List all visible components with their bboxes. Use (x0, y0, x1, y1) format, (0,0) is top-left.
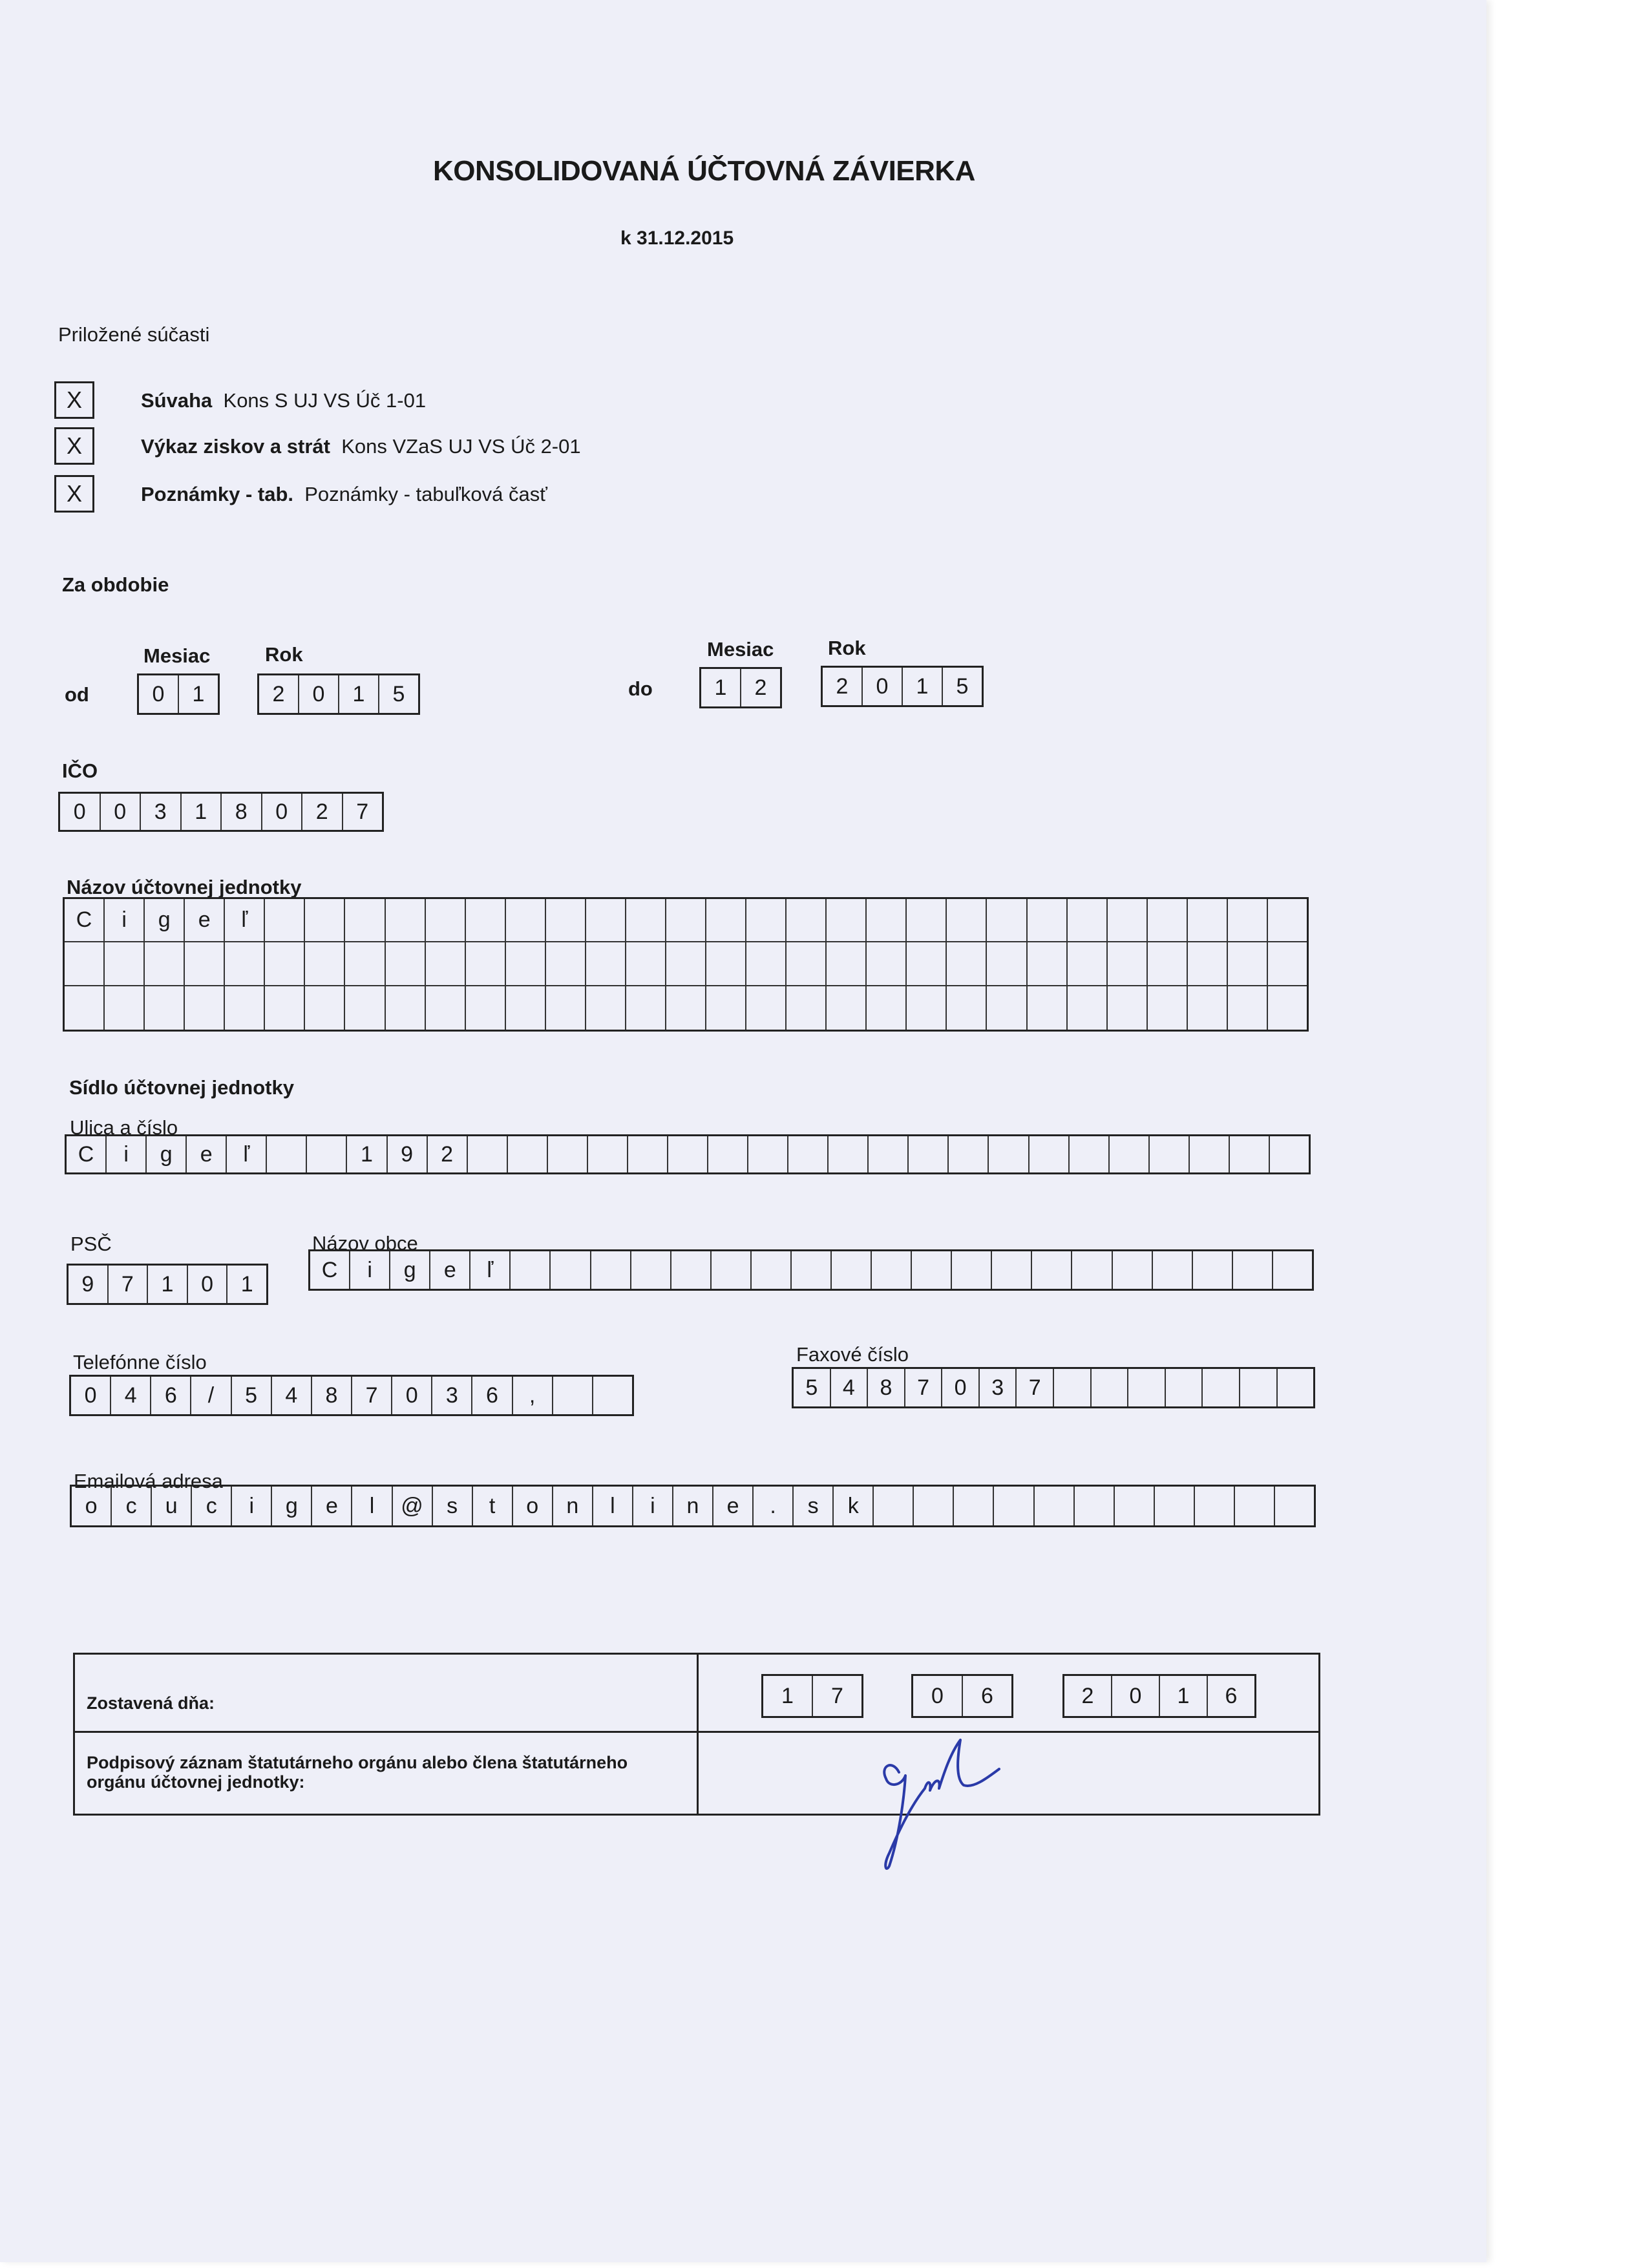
attachment-checkbox-1[interactable]: X (54, 381, 94, 419)
char-cell: C (67, 1136, 107, 1172)
char-cell (787, 899, 827, 941)
char-cell (1068, 986, 1108, 1030)
char-cell (829, 1136, 869, 1172)
char-cell: 7 (356, 799, 369, 824)
char-cell (706, 986, 746, 1030)
char-cell: 1 (148, 1266, 188, 1303)
char-cell (386, 899, 426, 941)
char-cell (1155, 1487, 1195, 1525)
char-cell (265, 899, 305, 941)
char-cell (426, 986, 466, 1030)
char-cell (1075, 1487, 1115, 1525)
char-cell: 0 (71, 1377, 111, 1414)
char-cell (1028, 986, 1068, 1030)
char-cell (1268, 899, 1307, 941)
char-cell (987, 942, 1027, 985)
compiled-day-field[interactable] (761, 1674, 863, 1718)
char-cell (345, 942, 385, 985)
char-cell: 1 (240, 1271, 253, 1297)
char-cell (666, 986, 706, 1030)
char-cell (506, 942, 546, 985)
char-cell: 2 (302, 794, 343, 830)
char-cell (954, 1487, 994, 1525)
char-cell: ľ (227, 1136, 267, 1172)
attachment-desc: Kons S UJ VS Úč 1-01 (223, 389, 427, 412)
char-cell: 3 (141, 794, 182, 830)
city-field[interactable] (308, 1249, 1314, 1291)
char-cell: 7 (109, 1266, 149, 1303)
char-cell: 5 (794, 1369, 831, 1406)
char-cell (466, 942, 506, 985)
char-cell (746, 986, 787, 1030)
char-cell (1228, 942, 1268, 985)
char-cell (706, 942, 746, 985)
char-cell: n (553, 1487, 593, 1525)
char-cell: 0 (299, 675, 339, 713)
char-cell: 0 (863, 668, 903, 705)
char-cell (185, 986, 225, 1030)
char-cell: 6 (151, 1377, 191, 1414)
char-cell (867, 942, 907, 985)
char-cell: C (65, 899, 105, 941)
char-cell: l (352, 1487, 392, 1525)
char-cell (788, 1136, 829, 1172)
char-cell (914, 1487, 954, 1525)
char-cell: e (187, 1136, 227, 1172)
char-cell (508, 1136, 548, 1172)
char-cell (748, 1136, 788, 1172)
email-field[interactable] (70, 1485, 1316, 1527)
char-cell (626, 986, 666, 1030)
char-cell: 8 (868, 1369, 905, 1406)
char-cell: 7 (905, 1369, 943, 1406)
char-cell: 2 (428, 1136, 468, 1172)
char-cell: 8 (222, 794, 262, 830)
to-year-label: Rok (828, 637, 866, 659)
char-cell (872, 1251, 912, 1289)
char-cell: 7 (831, 1683, 843, 1708)
char-cell: 0 (60, 794, 101, 830)
from-month-field[interactable] (137, 673, 220, 715)
char-cell (546, 986, 586, 1030)
char-cell (1072, 1251, 1112, 1289)
compiled-date-label: Zostavená dňa: (87, 1693, 215, 1713)
char-cell: C (310, 1251, 350, 1289)
char-cell: 2 (754, 675, 767, 700)
period-label: Za obdobie (62, 573, 169, 596)
char-cell: i (107, 1136, 147, 1172)
street-field[interactable] (65, 1134, 1311, 1174)
char-cell (787, 942, 827, 985)
char-cell (909, 1136, 949, 1172)
entity-name-row-1 (65, 899, 1307, 942)
fax-field[interactable] (792, 1367, 1315, 1408)
char-cell (1228, 899, 1268, 941)
char-cell: 5 (956, 673, 969, 699)
char-cell (1188, 942, 1228, 985)
char-cell (1228, 986, 1268, 1030)
char-cell: e (185, 899, 225, 941)
psc-field[interactable] (67, 1264, 268, 1305)
attachment-desc: Poznámky - tabuľková časť (304, 483, 547, 505)
char-cell (105, 986, 145, 1030)
char-cell (1054, 1369, 1092, 1406)
char-cell (1070, 1136, 1110, 1172)
entity-name-label: Názov účtovnej jednotky (67, 876, 302, 898)
char-cell (593, 1377, 632, 1414)
char-cell: 1 (182, 794, 222, 830)
char-cell: g (272, 1487, 312, 1525)
char-cell: 1 (903, 668, 943, 705)
char-cell (671, 1251, 712, 1289)
char-cell (1195, 1487, 1235, 1525)
char-cell (867, 986, 907, 1030)
char-cell: , (513, 1377, 553, 1414)
char-cell: 4 (272, 1377, 312, 1414)
char-cell: i (350, 1251, 390, 1289)
to-month-field[interactable] (699, 667, 782, 708)
char-cell: 1 (192, 681, 205, 706)
from-year-label: Rok (265, 643, 303, 666)
char-cell (1110, 1136, 1150, 1172)
char-cell: 0 (392, 1377, 432, 1414)
char-cell (546, 942, 586, 985)
char-cell (1028, 899, 1068, 941)
char-cell (506, 899, 546, 941)
char-cell (746, 899, 787, 941)
char-cell (65, 942, 105, 985)
char-cell (307, 1136, 347, 1172)
signature-icon (854, 1727, 1061, 1876)
char-cell: 0 (101, 794, 142, 830)
char-cell: ľ (225, 899, 265, 941)
char-cell (1108, 986, 1148, 1030)
char-cell (947, 942, 987, 985)
char-cell (1268, 986, 1307, 1030)
char-cell: g (390, 1251, 430, 1289)
char-cell: 0 (188, 1266, 228, 1303)
char-cell: e (713, 1487, 754, 1525)
char-cell: e (430, 1251, 470, 1289)
from-month-label: Mesiac (143, 644, 211, 667)
char-cell: 1 (347, 1136, 387, 1172)
char-cell: n (673, 1487, 713, 1525)
char-cell: i (633, 1487, 673, 1525)
char-cell: 7 (352, 1377, 392, 1414)
char-cell (1092, 1369, 1129, 1406)
char-cell (267, 1136, 307, 1172)
char-cell: @ (393, 1487, 433, 1525)
char-cell: / (191, 1377, 231, 1414)
char-cell (305, 899, 345, 941)
entity-name-grid[interactable] (63, 897, 1309, 1032)
char-cell (588, 1136, 628, 1172)
char-cell: 6 (1225, 1683, 1238, 1708)
char-cell: 8 (312, 1377, 352, 1414)
char-cell (586, 899, 626, 941)
char-cell: s (794, 1487, 834, 1525)
char-cell (832, 1251, 872, 1289)
street-label: Ulica a číslo (70, 1116, 178, 1139)
char-cell: 3 (432, 1377, 472, 1414)
char-cell (548, 1136, 588, 1172)
char-cell (185, 942, 225, 985)
seat-label: Sídlo účtovnej jednotky (69, 1076, 294, 1099)
char-cell (1035, 1487, 1075, 1525)
char-cell (551, 1251, 591, 1289)
attachment-desc: Kons VZaS UJ VS Úč 2-01 (341, 435, 581, 458)
char-cell (912, 1251, 952, 1289)
attachment-name: Poznámky - tab. (141, 483, 293, 505)
char-cell: 9 (388, 1136, 428, 1172)
char-cell: 0 (139, 675, 179, 713)
char-cell (1203, 1369, 1240, 1406)
char-cell (586, 942, 626, 985)
to-label: do (628, 677, 653, 700)
char-cell (752, 1251, 792, 1289)
char-cell: 2 (1064, 1676, 1112, 1716)
char-cell (345, 986, 385, 1030)
char-cell (265, 986, 305, 1030)
char-cell: 2 (259, 675, 299, 713)
fax-label: Faxové číslo (796, 1343, 909, 1366)
attachment-name: Výkaz ziskov a strát (141, 435, 330, 458)
char-cell (631, 1251, 671, 1289)
char-cell (867, 899, 907, 941)
document-date: k 31.12.2015 (620, 228, 734, 249)
char-cell: 2 (823, 668, 863, 705)
char-cell (907, 899, 947, 941)
char-cell (907, 986, 947, 1030)
char-cell (1240, 1369, 1278, 1406)
char-cell: t (473, 1487, 513, 1525)
char-cell (1273, 1251, 1312, 1289)
char-cell (145, 986, 185, 1030)
char-cell: 4 (111, 1377, 151, 1414)
char-cell (1150, 1136, 1190, 1172)
char-cell (628, 1136, 668, 1172)
char-cell (305, 986, 345, 1030)
char-cell (947, 899, 987, 941)
char-cell (1030, 1136, 1070, 1172)
char-cell (591, 1251, 631, 1289)
char-cell (345, 899, 385, 941)
compiled-year-field[interactable] (1062, 1674, 1256, 1718)
char-cell: ľ (470, 1251, 511, 1289)
char-cell (1108, 942, 1148, 985)
char-cell (787, 986, 827, 1030)
attachment-row-1 (141, 389, 426, 412)
entity-name-row-2 (65, 942, 1307, 986)
char-cell (827, 986, 867, 1030)
char-cell: 6 (981, 1683, 993, 1708)
char-cell (746, 942, 787, 985)
char-cell (386, 986, 426, 1030)
char-cell (1166, 1369, 1203, 1406)
char-cell: c (112, 1487, 152, 1525)
char-cell (1032, 1251, 1072, 1289)
char-cell (1115, 1487, 1155, 1525)
char-cell: 4 (831, 1369, 869, 1406)
char-cell (1148, 986, 1188, 1030)
char-cell: 0 (942, 1369, 980, 1406)
char-cell (1278, 1369, 1314, 1406)
char-cell (1128, 1369, 1166, 1406)
char-cell (1153, 1251, 1193, 1289)
char-cell (712, 1251, 752, 1289)
char-cell (827, 899, 867, 941)
char-cell (827, 942, 867, 985)
char-cell (65, 986, 105, 1030)
char-cell (668, 1136, 708, 1172)
attachment-checkbox-2[interactable]: X (54, 427, 94, 465)
char-cell (1193, 1251, 1233, 1289)
char-cell: . (754, 1487, 794, 1525)
ico-label: IČO (62, 759, 98, 782)
char-cell: 6 (472, 1377, 512, 1414)
char-cell (426, 942, 466, 985)
char-cell (666, 942, 706, 985)
char-cell (1028, 942, 1068, 985)
char-cell (666, 899, 706, 941)
attachment-row-3 (141, 483, 547, 506)
compiled-month-field[interactable] (911, 1674, 1013, 1718)
to-year-field[interactable] (821, 666, 984, 707)
char-cell (987, 986, 1027, 1030)
char-cell: 0 (1112, 1676, 1160, 1716)
char-cell (626, 899, 666, 941)
char-cell (265, 942, 305, 985)
char-cell: k (834, 1487, 874, 1525)
char-cell (792, 1251, 832, 1289)
char-cell (1113, 1251, 1153, 1289)
char-cell: o (513, 1487, 553, 1525)
char-cell: s (433, 1487, 473, 1525)
char-cell: 1 (339, 675, 379, 713)
char-cell: u (152, 1487, 192, 1525)
signature-table-vertical-divider (697, 1655, 699, 1814)
char-cell (1190, 1136, 1230, 1172)
phone-label: Telefónne číslo (73, 1351, 207, 1373)
char-cell: l (593, 1487, 633, 1525)
char-cell (994, 1487, 1034, 1525)
char-cell: 0 (913, 1676, 963, 1716)
signature-record-label: Podpisový záznam štatutárneho orgánu alebo člena štatutárneho orgánu účtovnej jednotky: (87, 1753, 628, 1792)
char-cell (1188, 899, 1228, 941)
char-cell (869, 1136, 909, 1172)
char-cell (1068, 899, 1108, 941)
attachments-label: Priložené súčasti (58, 323, 210, 346)
char-cell: e (312, 1487, 352, 1525)
char-cell: 5 (392, 681, 405, 706)
char-cell (949, 1136, 989, 1172)
char-cell (1268, 942, 1307, 985)
to-month-label: Mesiac (707, 638, 774, 661)
signature-table (73, 1653, 1320, 1816)
char-cell (874, 1487, 914, 1525)
char-cell (586, 986, 626, 1030)
char-cell (1108, 899, 1148, 941)
char-cell (466, 986, 506, 1030)
char-cell (225, 942, 265, 985)
char-cell (706, 899, 746, 941)
char-cell (1233, 1251, 1273, 1289)
city-label: Názov obce (312, 1232, 418, 1255)
char-cell: 9 (69, 1266, 109, 1303)
char-cell (553, 1377, 593, 1414)
char-cell (987, 899, 1027, 941)
char-cell (1230, 1136, 1270, 1172)
char-cell (1188, 986, 1228, 1030)
char-cell (1275, 1487, 1314, 1525)
email-label: Emailová adresa (74, 1470, 223, 1492)
from-label: od (65, 683, 89, 706)
signature-table-horizontal-divider (75, 1731, 1318, 1733)
char-cell: 0 (262, 794, 303, 830)
char-cell: 1 (1160, 1676, 1208, 1716)
char-cell (305, 942, 345, 985)
char-cell (989, 1136, 1029, 1172)
attachment-checkbox-3[interactable]: X (54, 475, 94, 513)
char-cell: i (232, 1487, 272, 1525)
char-cell (506, 986, 546, 1030)
char-cell: 1 (763, 1676, 813, 1716)
char-cell: 1 (701, 669, 741, 706)
char-cell: 5 (232, 1377, 272, 1414)
char-cell (1148, 899, 1188, 941)
char-cell: 7 (1017, 1369, 1054, 1406)
char-cell (426, 899, 466, 941)
char-cell (546, 899, 586, 941)
char-cell (225, 986, 265, 1030)
char-cell: 3 (980, 1369, 1017, 1406)
phone-field[interactable] (69, 1375, 634, 1416)
char-cell (992, 1251, 1032, 1289)
ico-field[interactable] (58, 792, 384, 832)
attachment-row-2 (141, 435, 581, 458)
char-cell: g (147, 1136, 187, 1172)
from-year-field[interactable] (257, 673, 420, 715)
char-cell (708, 1136, 748, 1172)
char-cell: g (145, 899, 185, 941)
char-cell (511, 1251, 551, 1289)
char-cell: i (105, 899, 145, 941)
char-cell (386, 942, 426, 985)
char-cell: o (72, 1487, 112, 1525)
char-cell (952, 1251, 992, 1289)
attachment-name: Súvaha (141, 389, 213, 412)
entity-name-row-3 (65, 986, 1307, 1030)
char-cell (105, 942, 145, 985)
document-title: KONSOLIDOVANÁ ÚČTOVNÁ ZÁVIERKA (433, 155, 975, 187)
char-cell (145, 942, 185, 985)
char-cell (1068, 942, 1108, 985)
char-cell (468, 1136, 508, 1172)
char-cell (466, 899, 506, 941)
char-cell (1235, 1487, 1275, 1525)
char-cell: c (192, 1487, 232, 1525)
char-cell (626, 942, 666, 985)
char-cell (947, 986, 987, 1030)
char-cell (1270, 1136, 1309, 1172)
char-cell (907, 942, 947, 985)
handwritten-signature (854, 1727, 1061, 1876)
psc-label: PSČ (70, 1233, 112, 1255)
char-cell (1148, 942, 1188, 985)
